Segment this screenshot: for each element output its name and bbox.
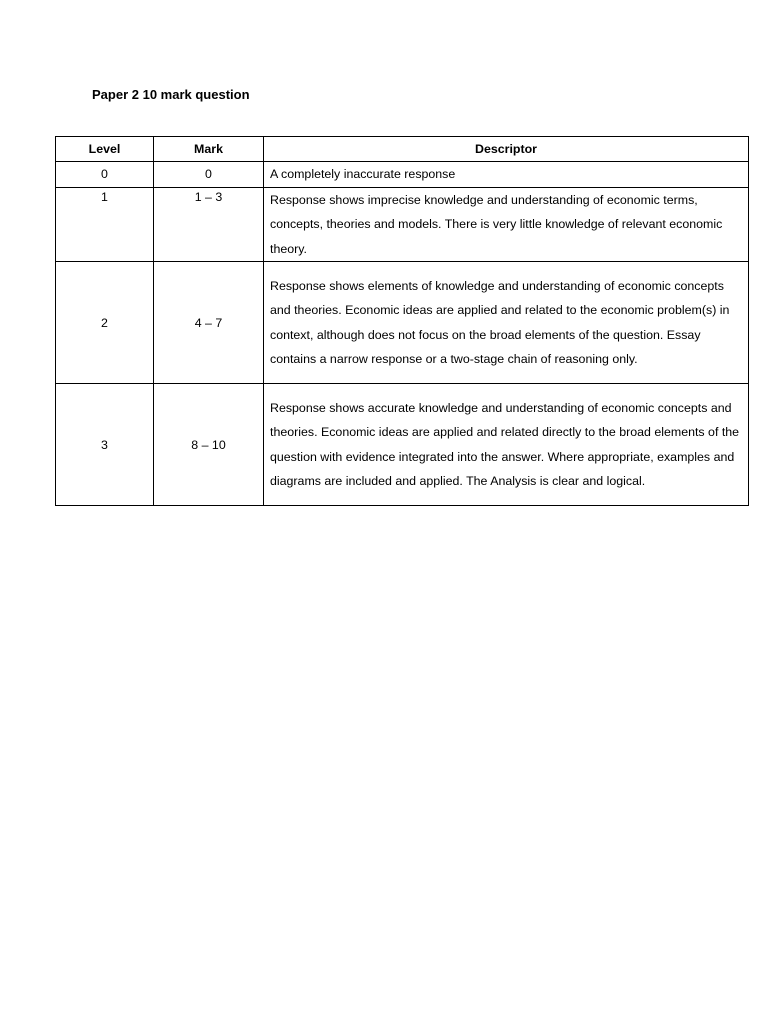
descriptor-text: Response shows imprecise knowledge and understanding of economic terms, concepts, theories and models. There is very little knowledge of relevant economic theory.: [270, 192, 723, 256]
descriptor-cell: [264, 262, 749, 384]
mark-scheme-table: [55, 136, 749, 506]
descriptor-text: Response shows accurate knowledge and understanding of economic concepts and theories. Economic ideas are applied and related directly to the broad elements of the question with evidence integrated into the answer. Where appropriate, examples and diagrams are included and applied. The Analysis is clear and logical.: [270, 400, 740, 489]
mark-value: 1 – 3: [194, 189, 223, 204]
table-row: [56, 262, 749, 384]
mark-cell: [154, 384, 264, 506]
level-cell: [56, 187, 154, 262]
header-descriptor: Descriptor: [264, 137, 749, 162]
mark-value: 0: [205, 167, 212, 182]
descriptor-cell: [264, 162, 749, 188]
table-row: [56, 384, 749, 506]
level-value: 2: [101, 315, 108, 330]
mark-value: 4 – 7: [194, 315, 223, 330]
descriptor-cell: [264, 384, 749, 506]
header-mark: Mark: [154, 137, 264, 162]
level-value: 0: [101, 167, 108, 182]
header-level: Level: [56, 137, 154, 162]
level-cell: [56, 262, 154, 384]
document-heading: Paper 2 10 mark question: [92, 87, 250, 102]
table-header-row: [56, 137, 749, 162]
level-value: 1: [101, 189, 108, 204]
mark-value: 8 – 10: [191, 437, 226, 452]
level-cell: [56, 384, 154, 506]
mark-cell: [154, 162, 264, 188]
mark-cell: [154, 187, 264, 262]
descriptor-text: A completely inaccurate response: [270, 167, 456, 181]
table-row: [56, 187, 749, 262]
mark-cell: [154, 262, 264, 384]
descriptor-cell: [264, 187, 749, 262]
level-value: 3: [101, 437, 108, 452]
level-cell: [56, 162, 154, 188]
table-row: [56, 162, 749, 188]
descriptor-text: Response shows elements of knowledge and understanding of economic concepts and theories. Economic ideas are applied and related to the economic problem(s) in context, although does not focus on the broad elements of the question. Essay contains a narrow response or a two-stage chain of reasoning only.: [270, 278, 730, 367]
